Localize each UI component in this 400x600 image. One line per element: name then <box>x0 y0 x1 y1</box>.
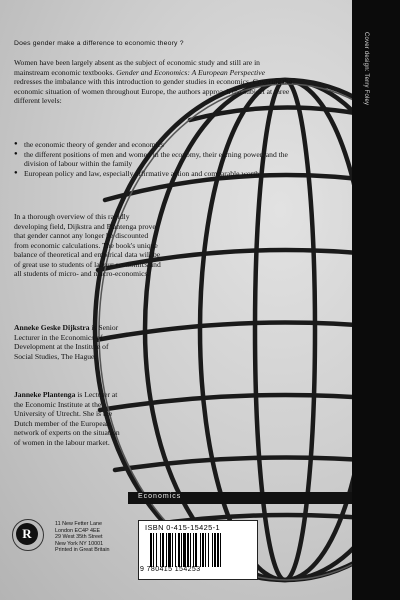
author-bio: is Senior Lecturer in the Economics of Development at the Institute of Social Studies, The Hague. <box>14 323 119 361</box>
address-line: Printed in Great Britain <box>55 547 110 554</box>
levels-list <box>14 140 294 178</box>
address-line: London EC4P 4EE <box>55 527 101 534</box>
address-line: 11 New Fetter Lane <box>55 521 102 527</box>
author-name: Janneke Plantenga <box>14 390 76 399</box>
isbn: ISBN 0-415-15425-1 <box>145 523 220 532</box>
subject-label: Economics <box>138 493 182 500</box>
address-line: New York NY 10001 <box>55 540 104 547</box>
intro-part1: Women have been largely absent as the subject of economic study and still are in mainstream economic textbooks. <box>14 58 260 77</box>
intro-part2: redresses the imbalance with this introduction to gender studies in economics. Covering the economic situation of women throughout Europe, the authors approach the subject at three different levels: <box>14 77 293 105</box>
author-name: Anneke Geske Dijkstra <box>14 323 90 332</box>
barcode-image <box>148 533 248 567</box>
headline: Does gender make a difference to economic theory ? <box>14 40 184 47</box>
author-bio: is Lecturer at the Economic Institute at the University of Utrecht. She is the Dutch member of the European network of experts on the situation of women in the labour market. <box>14 390 120 447</box>
author-bio-dijkstra <box>14 323 122 361</box>
list-item: ● the different positions of men and women in the economy, their earning power, and the division of labour within the family <box>14 150 294 169</box>
publisher-logo: R <box>16 523 38 545</box>
author-bio-plantenga <box>14 390 122 447</box>
list-item: ● European policy and law, especially affirmative action and comparable worth <box>14 169 294 179</box>
intro-paragraph <box>14 58 294 106</box>
barcode-number: 9 780415 154253 <box>140 566 201 573</box>
right-black-band <box>352 0 400 600</box>
address-line: 29 West 35th Street <box>55 534 103 541</box>
book-title-italic: Gender and Economics: A European Perspective <box>116 67 266 77</box>
list-item: ● the economic theory of gender and economics <box>14 140 294 150</box>
cover-credit: Cover design: Terry Foley <box>363 32 369 106</box>
overview-paragraph: In a thorough overview of this rapidly developing field, Dijkstra and Plantenga prove that gender cannot any longer be discounted from economic calculations. The book's unique balance of theoretical and empirical data will be of great use to students of labour economics and all students of micro- and macro-economics. <box>14 212 161 278</box>
publisher-address <box>55 521 135 554</box>
